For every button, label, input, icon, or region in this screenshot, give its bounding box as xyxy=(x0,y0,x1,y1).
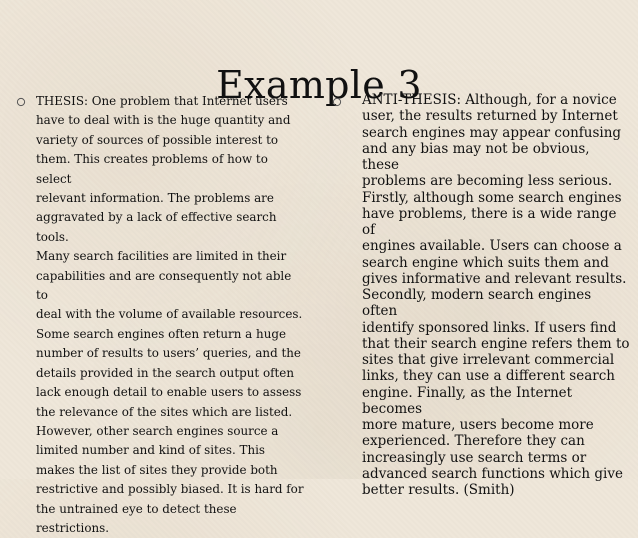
antithesis-column xyxy=(332,92,630,498)
hollow-circle-bullet-icon xyxy=(16,97,26,107)
antithesis-text: ANTI-THESIS: Although, for a novice user, the results returned by Internet search engines may appear confusing and any bias may not be obvious, these problems are becoming less serious. Firstly, although some search engines have problems, there is a wide range of engines available. Users can choose a search engine which suits them and gives informative and relevant results. Secondly, modern search engines often identify sponsored links. If users find that their search engine refers them to sites that give irrelevant commercial links, they can use a different search engine. Finally, as the Internet becomes more mature, users become more experienced. Therefore they can increasingly use search terms or advanced search functions which give better results. (Smith) xyxy=(362,92,630,498)
hollow-circle-bullet-icon xyxy=(332,97,342,107)
slide-title: Example 3 xyxy=(216,63,422,108)
thesis-text: THESIS: One problem that Internet users have to deal with is the huge quantity and variety of sources of possible interest to them. This creates problems of how to select relevant information. The problems are aggravated by a lack of effective search tools. Many search facilities are limited in their capabilities and are consequently not able to deal with the volume of available resources. Some search engines often return a huge number of results to users’ queries, and the details provided in the search output often lack enough detail to enable users to assess the relevance of the sites which are listed. However, other search engines source a limited number and kind of sites. This makes the list of sites they provide both restrictive and possibly biased. It is hard for the untrained eye to detect these restrictions. xyxy=(36,94,304,535)
thesis-column xyxy=(16,92,306,538)
